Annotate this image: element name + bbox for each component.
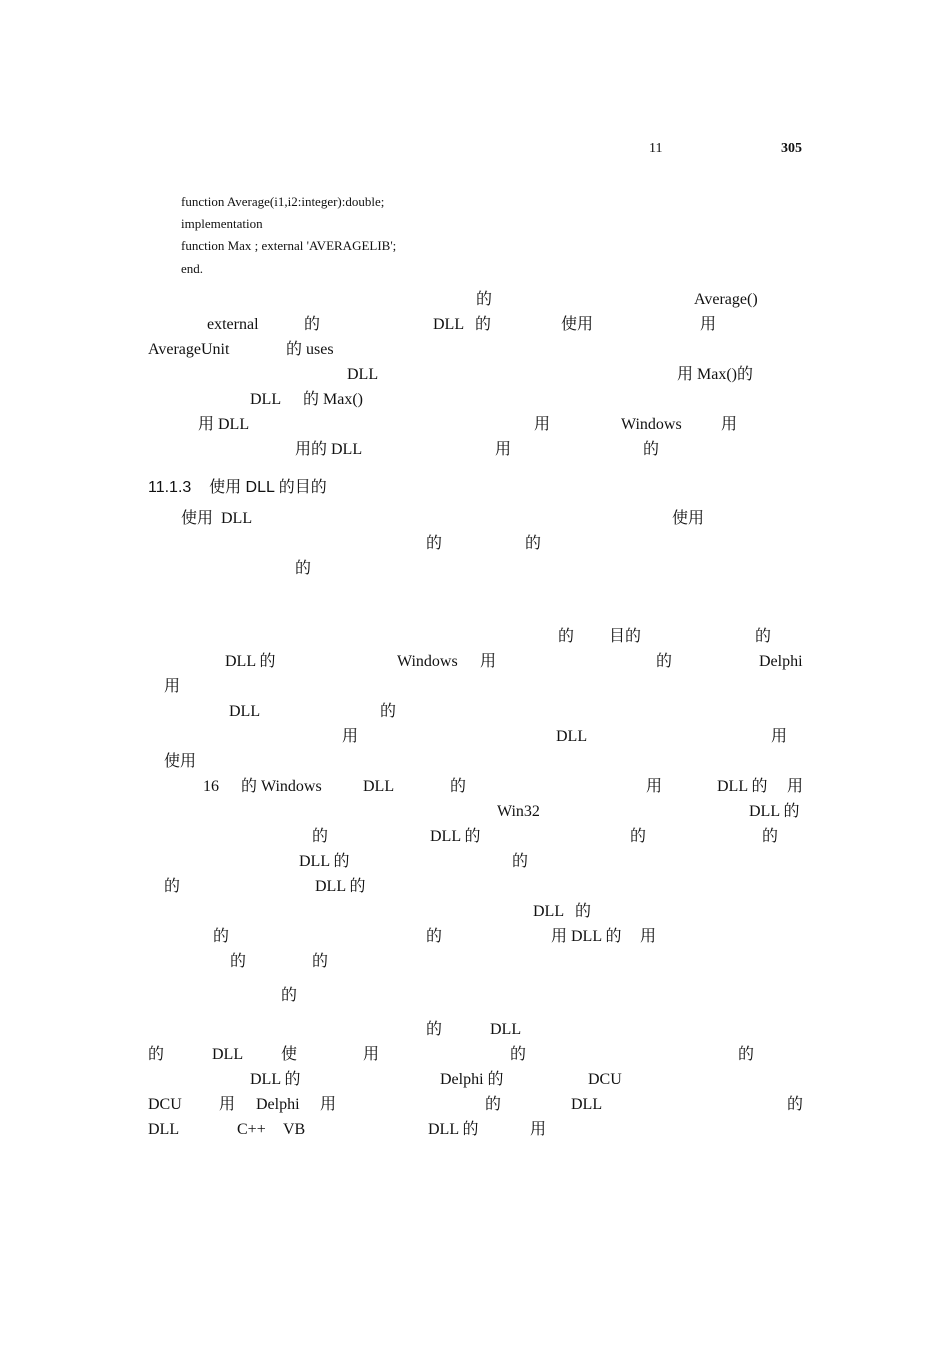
text-fragment: DCU	[588, 1071, 622, 1088]
text-fragment: DLL 的	[315, 878, 366, 895]
text-fragment: 用	[640, 928, 657, 945]
text-fragment: Average()	[694, 291, 758, 308]
text-fragment: DLL 的	[225, 653, 276, 670]
text-fragment: DLL	[433, 316, 465, 333]
text-fragment: 使	[281, 1046, 298, 1063]
text-fragment: 的	[512, 853, 529, 870]
text-fragment: 的	[295, 560, 312, 577]
text-fragment: 的	[426, 1021, 443, 1038]
text-fragment: DLL	[363, 778, 395, 795]
text-fragment: 用	[320, 1096, 337, 1113]
text-fragment: Delphi	[759, 653, 803, 670]
text-fragment: 用	[646, 778, 663, 795]
text-fragment: external	[207, 316, 259, 333]
text-fragment: DLL	[148, 1121, 180, 1138]
text-fragment: DLL 的	[717, 778, 768, 795]
text-fragment: DLL 的	[250, 1071, 301, 1088]
text-fragment: DLL	[571, 1096, 603, 1113]
text-fragment: DLL 的	[430, 828, 481, 845]
text-fragment: 的	[510, 1046, 527, 1063]
text-fragment: 的 Max()	[303, 391, 363, 408]
text-fragment: VB	[283, 1121, 306, 1138]
text-fragment: 用的 DLL	[295, 441, 363, 458]
text-fragment: Windows	[397, 653, 458, 670]
text-fragment: 用	[787, 778, 804, 795]
text-fragment: 用	[771, 728, 788, 745]
text-fragment: 的	[575, 903, 592, 920]
text-fragment: 的	[787, 1096, 804, 1113]
text-fragment: 使用	[672, 510, 705, 527]
text-fragment: DLL	[533, 903, 565, 920]
text-fragment: 的 Windows	[241, 778, 322, 795]
text-fragment: 用	[495, 441, 512, 458]
text-fragment: 用	[721, 416, 738, 433]
section-heading: 11.1.3 使用 DLL 的目的	[148, 479, 327, 496]
text-fragment: DLL 的	[428, 1121, 479, 1138]
text-fragment: 的	[281, 987, 298, 1004]
code-line: function Average(i1,i2:integer):double;	[181, 194, 385, 209]
text-fragment: 的	[630, 828, 647, 845]
text-fragment: 用	[530, 1121, 547, 1138]
text-fragment: 的	[476, 291, 493, 308]
code-line: end.	[181, 261, 204, 276]
chapter-number: 11	[649, 141, 663, 156]
text-fragment: DLL 的	[749, 803, 800, 820]
text-fragment: 的	[755, 628, 772, 645]
text-fragment: 的	[558, 628, 575, 645]
text-fragment: Win32	[497, 803, 540, 820]
text-fragment: 的	[485, 1096, 502, 1113]
text-fragment: 的	[525, 535, 542, 552]
text-fragment: 的	[312, 953, 329, 970]
text-fragment: AverageUnit	[148, 341, 230, 358]
text-fragment: 用 DLL 的	[551, 928, 622, 945]
text-fragment: 的	[213, 928, 230, 945]
text-fragment: 的	[380, 703, 397, 720]
code-line: function Max ; external 'AVERAGELIB';	[181, 238, 397, 253]
text-fragment: 的	[643, 441, 660, 458]
text-fragment: 的	[304, 316, 321, 333]
code-line: implementation	[181, 216, 263, 231]
text-fragment: 用	[534, 416, 551, 433]
text-fragment: Delphi 的	[440, 1071, 504, 1088]
text-fragment: 用	[342, 728, 359, 745]
text-fragment: 使用	[561, 316, 594, 333]
text-fragment: 用 Max()的	[677, 366, 753, 383]
text-fragment: C++	[237, 1121, 266, 1138]
text-fragment: 用	[700, 316, 717, 333]
text-fragment: 的	[164, 878, 181, 895]
text-fragment: DLL	[490, 1021, 522, 1038]
text-fragment: 的	[312, 828, 329, 845]
text-fragment: 的	[450, 778, 467, 795]
text-fragment: 16	[203, 778, 219, 795]
text-fragment: 的	[738, 1046, 755, 1063]
text-fragment: DLL	[221, 510, 253, 527]
text-fragment: Delphi	[256, 1096, 300, 1113]
text-fragment: 目的	[609, 628, 642, 645]
text-fragment: DLL	[347, 366, 379, 383]
text-fragment: DLL 的	[299, 853, 350, 870]
text-fragment: 用	[219, 1096, 236, 1113]
text-fragment: 的	[656, 653, 673, 670]
page-number: 305	[781, 141, 802, 156]
text-fragment: 的	[475, 316, 492, 333]
text-fragment: 用 DLL	[198, 416, 250, 433]
text-fragment: 的	[230, 953, 247, 970]
text-fragment: DLL	[556, 728, 588, 745]
text-fragment: 的 uses	[286, 341, 334, 358]
text-fragment: 的	[426, 535, 443, 552]
text-fragment: 的	[148, 1046, 165, 1063]
text-fragment: DLL	[250, 391, 282, 408]
text-fragment: DCU	[148, 1096, 182, 1113]
text-fragment: DLL	[212, 1046, 244, 1063]
text-fragment: Windows	[621, 416, 682, 433]
text-fragment: 用	[164, 678, 181, 695]
text-fragment: 用	[363, 1046, 380, 1063]
text-fragment: 的	[426, 928, 443, 945]
text-fragment: DLL	[229, 703, 261, 720]
text-fragment: 用	[480, 653, 497, 670]
text-fragment: 使用	[181, 510, 214, 527]
text-fragment: 的	[762, 828, 779, 845]
text-fragment: 使用	[164, 753, 197, 770]
